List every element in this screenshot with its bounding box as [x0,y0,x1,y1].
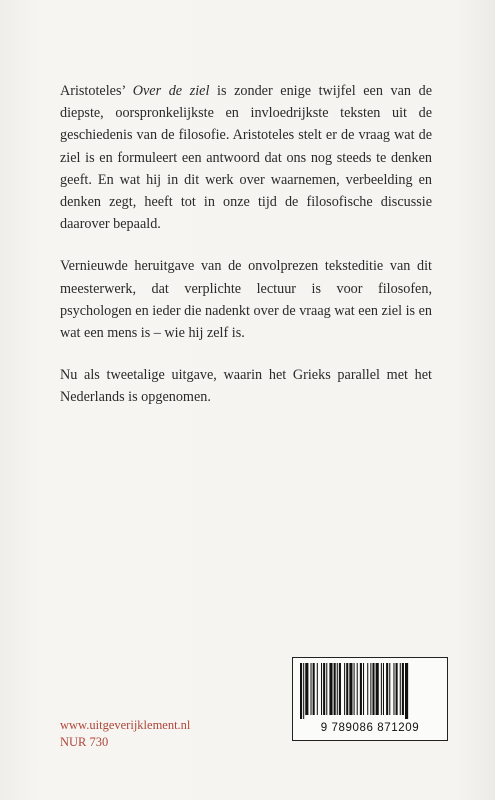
blurb-paragraph-1-body: is zonder enige twijfel een van de diepste, oorspronkelijkste en invloedrijkste teksten uit de geschiedenis van de filosofie. Aristoteles stelt er de vraag wat de ziel is en formuleert een antwoord dat ons nog steeds te denken geeft. En wat hij in dit werk over waarnemen, verbeelding en denken zegt, heeft tot in onze tijd de filosofische discussie daarover bepaald. [60,83,432,233]
barcode-bar [346,663,348,715]
barcode-bar [329,663,332,715]
blurb-paragraph-2: Vernieuwde heruitgave van de onvolprezen teksteditie van dit meesterwerk, dat verplichte lectuur is voor filosofen, psychologen en ieder die nadenkt over de vraag wat een ziel is en wat een mens is – wie hij zelf is. [60,258,432,342]
publisher-url: www.uitgeverijklement.nl [60,718,191,732]
barcode-bar [396,663,398,715]
book-title: Over de ziel [132,83,210,99]
isbn-barcode [292,657,448,741]
barcode-bar [317,663,318,715]
barcode-bar [370,663,371,715]
barcode-bar [321,663,322,715]
barcode-bar [311,663,312,715]
barcode-bar [383,663,384,715]
barcode-bar [344,663,345,715]
barcode-bar [363,663,364,715]
barcode-bar [376,663,379,715]
barcode-bar [405,663,408,719]
barcode-bar [323,663,325,715]
barcode-bar [326,663,327,715]
barcode-bar [339,663,341,715]
barcode-bar [303,663,304,719]
barcode-bar [393,663,394,715]
barcode-bars [299,663,441,719]
barcode-bar [300,663,302,719]
barcode-bar [400,663,401,715]
barcode-bar [305,663,308,715]
barcode-bar [367,663,368,715]
barcode-bar [349,663,352,715]
barcode-bar [402,663,404,715]
nur-code: NUR 730 [60,735,109,749]
isbn-number: 9 789086 871209 [320,722,420,734]
barcode-bar [381,663,382,715]
barcode-bar [360,663,362,715]
blurb-paragraph-1 [60,80,432,235]
barcode-bar [354,663,355,715]
barcode-bar [372,663,374,715]
barcode-bar [386,663,388,715]
barcode-bar [389,663,390,715]
blurb-text [60,80,432,429]
publisher-footer [60,717,190,751]
author-name: Aristoteles’ [60,83,126,99]
blurb-paragraph-3: Nu als tweetalige uitgave, waarin het Grieks parallel met het Nederlands is opgenomen. [60,367,432,406]
barcode-bar [334,663,336,715]
barcode-bar [337,663,338,715]
barcode-bar [313,663,315,715]
barcode-bar [357,663,358,715]
